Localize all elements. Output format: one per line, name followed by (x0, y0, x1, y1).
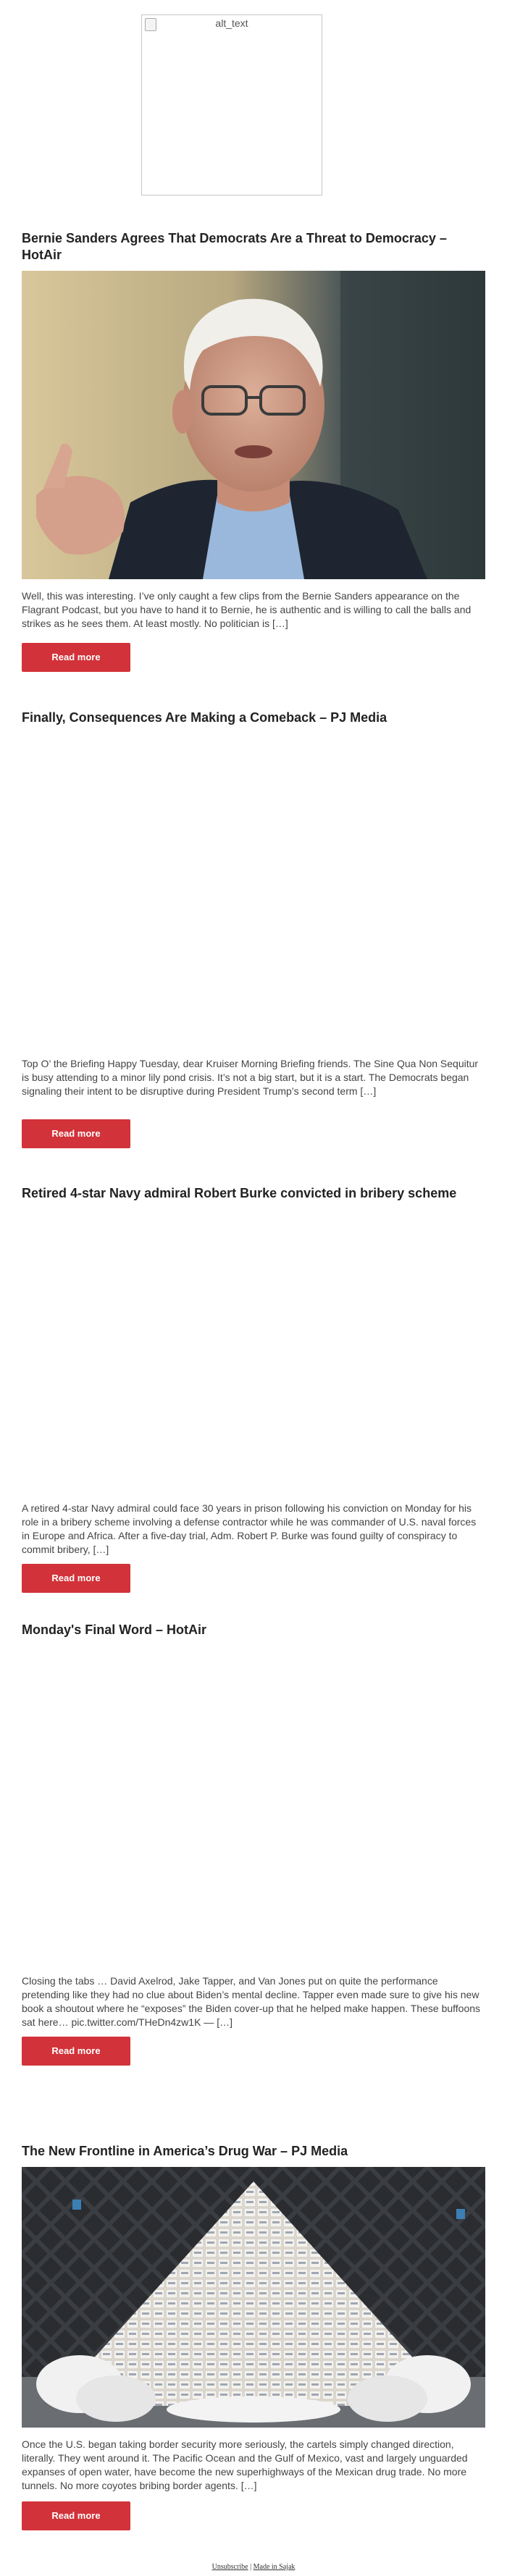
article-excerpt: Well, this was interesting. I’ve only caught a few clips from the Bernie Sanders appearance on the Flagrant Podcast, but you have to hand it to Bernie, he is authentic and is willing to call the balls and strikes as he sees them. At least mostly. No politician is […] (22, 590, 472, 629)
article-title[interactable]: Monday's Final Word – HotAir (22, 1622, 206, 1637)
article-image[interactable] (22, 733, 485, 1047)
read-more-button[interactable]: Read more (22, 1564, 130, 1593)
article-title[interactable]: The New Frontline in America’s Drug War – PJ Media (22, 2144, 348, 2158)
article-title[interactable]: Retired 4-star Navy admiral Robert Burke convicted in bribery scheme (22, 1186, 457, 1200)
header-logo-image (141, 14, 322, 195)
article-card (22, 1185, 485, 1593)
read-more-button[interactable]: Read more (22, 1119, 130, 1148)
footer-separator: | (248, 2563, 254, 2571)
article-image-drug-seizure[interactable] (22, 2167, 485, 2428)
made-with-link[interactable]: Made in Sajak (253, 2563, 296, 2571)
article-image[interactable] (22, 1646, 485, 1964)
article-excerpt: Once the U.S. began taking border security more seriously, the cartels simply changed direction, literally. They went around it. The Pacific Ocean and the Gulf of Mexico, vast and largely unguarded expanses of open water, have become the new superhighways of the Mexican drug trade. No more tunnels. No more coyotes bribing border agents. […] (22, 2438, 468, 2491)
article-card (22, 1622, 485, 2066)
article-excerpt: A retired 4-star Navy admiral could face 30 years in prison following his conviction on Monday for his role in a bribery scheme involving a defense contractor while he was commander of U.S. naval forces in Europe and Africa. After a five-day trial, Adm. Robert P. Burke was found guilty of conspiracy to commit bribery, […] (22, 1502, 477, 1555)
logo-alt-text: alt_text (215, 17, 248, 29)
read-more-button[interactable]: Read more (22, 643, 130, 672)
article-card (22, 710, 485, 1148)
article-title[interactable]: Finally, Consequences Are Making a Comeback – PJ Media (22, 710, 387, 725)
article-excerpt: Top O’ the Briefing Happy Tuesday, dear Kruiser Morning Briefing friends. The Sine Qua Non Sequitur is busy attending to a minor lily pond crisis. It’s not a big start, but it is a start. The Democrats began signaling their intent to be disruptive during President Trump’s second term […] (22, 1058, 479, 1097)
article-excerpt: Closing the tabs … David Axelrod, Jake Tapper, and Van Jones put on quite the performance pretending like they had no clue about Biden’s mental decline. Tapper even made sure to give his new book a shoutout where he “exposes” the Biden cover-up that he helped make happen. These buffoons sat here… pic.twitter.com/THeDn4zw1K — […] (22, 1975, 481, 2028)
article-image[interactable] (22, 1209, 485, 1491)
read-more-button[interactable]: Read more (22, 2037, 130, 2066)
article-image-bernie[interactable] (22, 271, 485, 579)
read-more-button[interactable]: Read more (22, 2501, 130, 2530)
unsubscribe-link[interactable]: Unsubscribe (211, 2563, 248, 2571)
article-card (22, 2143, 485, 2530)
footer (0, 2563, 507, 2571)
article-title[interactable]: Bernie Sanders Agrees That Democrats Are a Threat to Democracy – HotAir (22, 231, 447, 262)
article-card (22, 230, 485, 672)
